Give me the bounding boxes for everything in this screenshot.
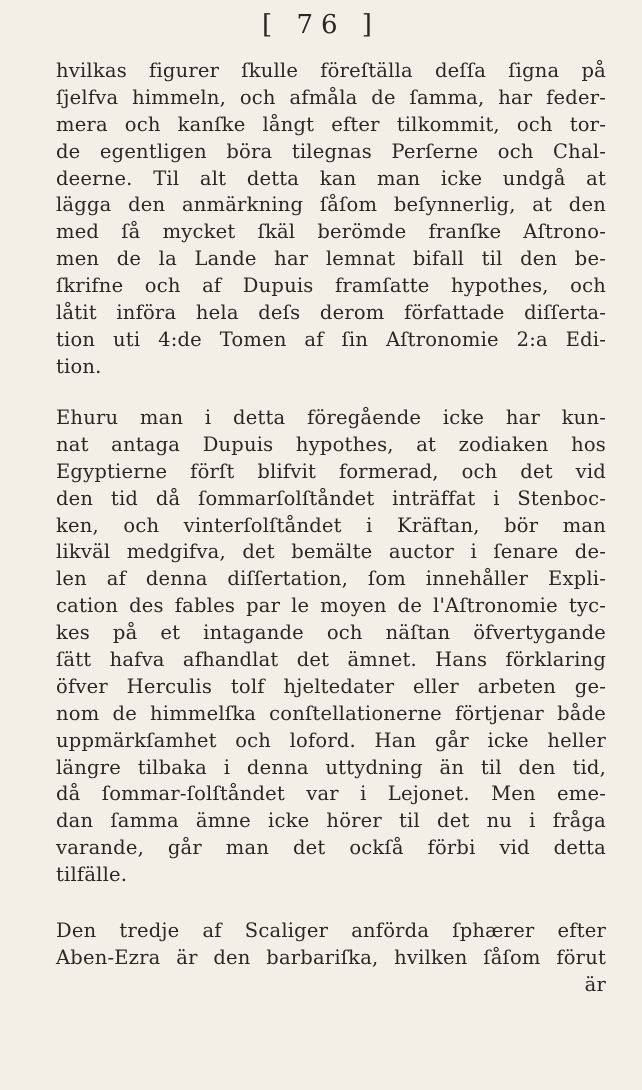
text-line: Egyptierne förſt blifvit formerad, och det vid <box>56 459 606 483</box>
text-line: tion. <box>56 354 102 378</box>
text-line: nom de himmelſka conſtellationerne förtjenar både <box>56 701 606 725</box>
text-line: hvilkas figurer ſkulle föreſtälla deſſa ſigna på <box>56 59 606 82</box>
text-line: Ehuru man i detta föregående icke har kun- <box>56 406 606 429</box>
text-line: de egentligen böra tilegnas Perſerne och Chal- <box>56 139 606 163</box>
text-line: deerne. Til alt detta kan man icke undgå at <box>56 166 606 190</box>
page-number: [ 76 ] <box>262 10 380 40</box>
text-line: len af denna diſſertation, ſom innehåller Expli- <box>56 567 606 591</box>
text-line: men de la Lande har lemnat bifall til den be- <box>56 247 606 271</box>
text-line: tion uti 4:de Tomen af ſin Aſtronomie 2:a Edi- <box>56 327 606 351</box>
text-line: likväl medgifva, det bemälte auctor i ſenare de- <box>56 540 606 564</box>
text-line: kes på et intagande och näſtan öfvertygande <box>56 621 606 645</box>
paragraph-3 <box>56 918 606 999</box>
text-line: uppmärkſamhet och loford. Han går icke heller <box>56 728 606 752</box>
text-line: lägga den anmärkning ſåſom beſynnerlig, at den <box>56 193 606 217</box>
text-line: mera och kanſke långt efter tilkommit, och tor- <box>56 112 606 136</box>
text-line: cation des fables par le moyen de l'Aſtronomie tyc- <box>56 594 606 618</box>
text-line: den tid då ſommarſolſtåndet inträffat i Stenboc- <box>56 486 606 510</box>
text-line: tilfälle. <box>56 863 128 887</box>
text-line: ſkrifne och af Dupuis framſatte hypothes, och <box>56 274 606 298</box>
catchword: är <box>584 972 606 996</box>
text-line: med ſå mycket ſkäl berömde franſke Aſtrono- <box>56 220 606 244</box>
text-line: Aben-Ezra är den barbariſka, hvilken ſåſom förut <box>56 945 606 969</box>
paragraph-2 <box>56 405 606 889</box>
text-line: längre tilbaka i denna uttydning än til den tid, <box>56 755 606 779</box>
text-line: då ſommar-ſolſtåndet var i Lejonet. Men eme- <box>56 782 606 806</box>
text-line: låtit införa hela deſs derom författade diſſerta- <box>56 301 606 325</box>
text-line: dan ſamma ämne icke hörer til det nu i fråga <box>56 809 606 833</box>
text-line: nat antaga Dupuis hypothes, at zodiaken hos <box>56 432 606 456</box>
text-line: ſjelfva himmeln, och afmåla de ſamma, har feder- <box>56 85 606 109</box>
text-line: ſätt hafva afhandlat det ämnet. Hans förklaring <box>56 648 606 672</box>
text-line: Den tredje af Scaliger anförda ſphærer efter <box>56 919 606 942</box>
text-line: ken, och vinterſolſtåndet i Kräftan, bör man <box>56 513 606 537</box>
text-line: varande, går man det ockſå förbi vid detta <box>56 836 606 860</box>
text-line: öfver Herculis tolf hjeltedater eller arbeten ge- <box>56 674 606 698</box>
paragraph-1 <box>56 58 606 381</box>
